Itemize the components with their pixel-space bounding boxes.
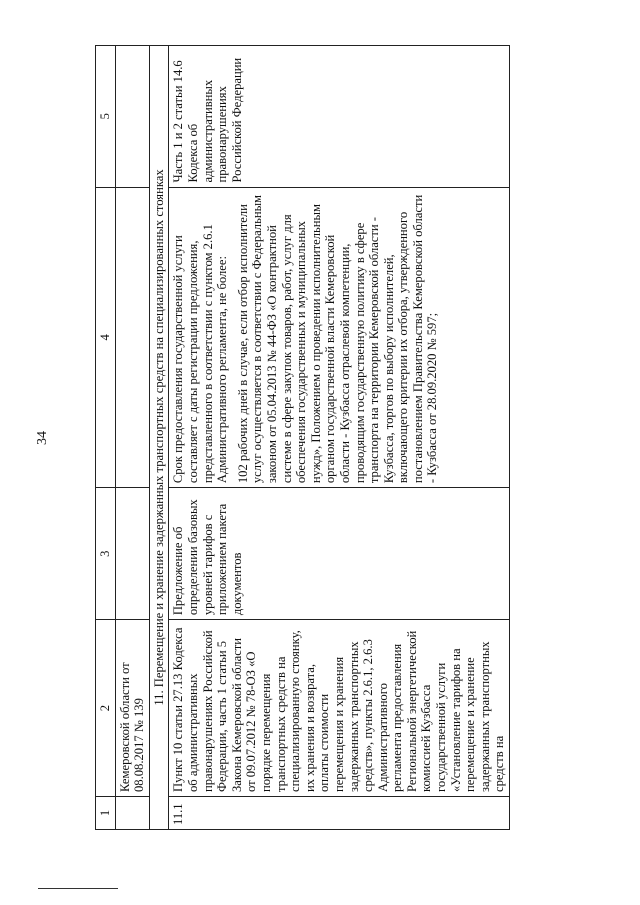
header-col-2: 2 [96, 620, 116, 797]
header-col-3: 3 [96, 488, 116, 620]
legal-basis-cell: Пункт 10 статьи 27.13 Кодекса об административных правонарушениях Российской Федерации, часть 1 статьи 5 Закона Кемеровской области от 09.07.2012 № 78-ОЗ «О порядке перемещения транспортных средств на специализированную стоянку, их хранения и возврата, оплаты стоимости перемещения и хранения задержанных транспортных средств», пункты 2.6.1, 2.6.3 Административного регламента предоставления Региональной энергетической комиссией Кузбасса государственной услуги «Установление тарифов на перемещение и хранение задержанных транспортных средств на [169, 620, 510, 797]
continuation-row [115, 46, 149, 830]
table-header-row [96, 46, 116, 830]
continuation-cell-2: Кемеровской области от 08.08.2017 № 139 [115, 620, 149, 797]
row-number-cell: 11.1 [169, 797, 510, 830]
term-cell [169, 187, 510, 488]
header-col-1: 1 [96, 797, 116, 830]
continuation-cell-3 [115, 488, 149, 620]
continuation-cell-1 [115, 797, 149, 830]
continuation-cell-4 [115, 187, 149, 488]
table-row-11-1 [169, 46, 510, 830]
header-col-4: 4 [96, 187, 116, 488]
page-number: 34 [35, 431, 50, 445]
header-col-5: 5 [96, 46, 116, 188]
document-cell: Предложение об определении базовых уровней тарифов с приложением пакета документов [169, 488, 510, 620]
term-paragraph-1: Срок предоставления государственной услуги составляет с даты регистрации предложения, представленного в соответствии с пунктом 2.6.1 Административного регламента, не более: [171, 224, 230, 484]
section-row [149, 46, 169, 830]
responsibility-cell: Часть 1 и 2 статьи 14.6 Кодекса об административных правонарушениях Российской Федерации [169, 46, 510, 188]
section-title: 11. Перемещение и хранение задержанных транспортных средств на специализированных стоянках [149, 46, 169, 830]
footnote-rule [38, 888, 118, 889]
rotated-table-wrapper [95, 45, 590, 830]
term-paragraph-2: 102 рабочих дней в случае, если отбор исполнители услуг осуществляется в соответствии с Федеральным законом от 05.04.2013 № 44-ФЗ «О контрактной системе в сфере закупок товаров, работ, услуг для обеспечения государственных и муниципальных нужд», Положением о проведении исполнительным органом государственной власти Кемеровской области - Кузбасса отраслевой компетенции, проводящим государственную политику в сфере транспорта на территории Кемеровской области - Кузбасса, торгов по выбору исполнителей, включающего критерии их отбора, утвержденного постановлением Правительства Кемеровской области - Кузбасса от 28.09.2020 № 597; [235, 194, 440, 484]
continuation-cell-5 [115, 46, 149, 188]
document-table [95, 45, 510, 830]
